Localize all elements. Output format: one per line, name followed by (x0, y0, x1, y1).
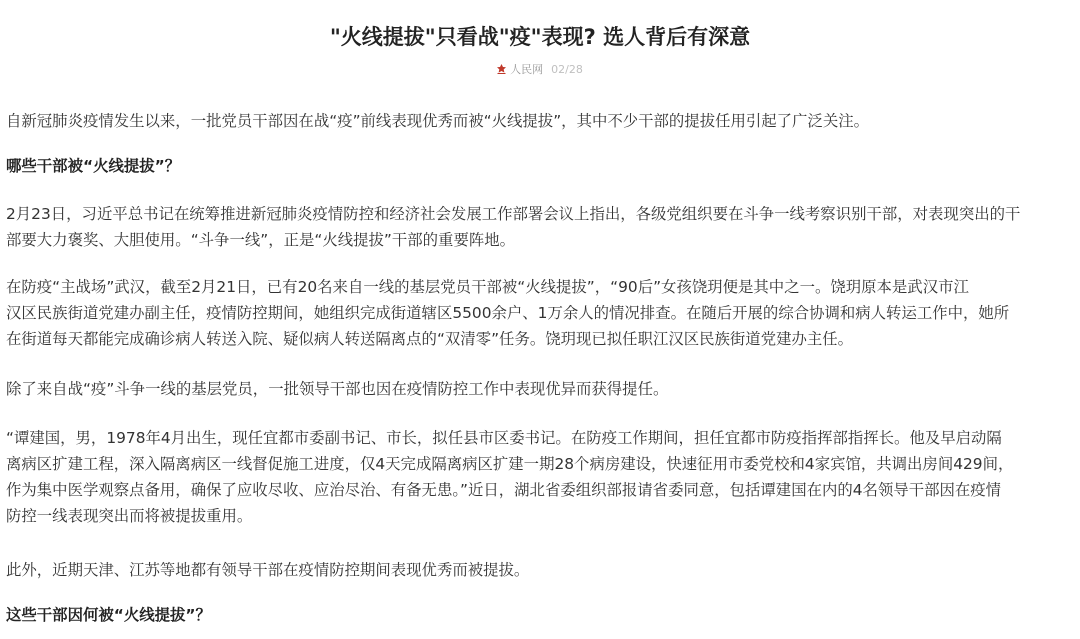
paragraph-line: 部要大力褒奖、大胆使用。“斗争一线”，正是“火线提拔”干部的重要阵地。 (6, 231, 516, 249)
paragraph-1 (6, 201, 1076, 253)
paragraph-line: 2月23日，习近平总书记在统筹推进新冠肺炎疫情防控和经济社会发展工作部署会议上指出，各级党组织要在斗争一线考察识别干部，对表现突出的干 (6, 205, 1021, 223)
paragraph-line: 防控一线表现突出而将被提拔重用。 (6, 507, 253, 525)
section-heading-1: 哪些干部被“火线提拔”？ (6, 157, 181, 175)
article-meta (0, 62, 1080, 78)
paragraph-line: 在街道每天都能完成确诊病人转送入院、疑似病人转送隔离点的“双清零”任务。饶玥现已拟任职江汉区民族街道党建办主任。 (6, 330, 854, 348)
people-daily-logo-icon (497, 64, 506, 74)
paragraph-4 (6, 425, 1076, 529)
paragraph-2 (6, 274, 1076, 352)
section-heading-2: 这些干部因何被“火线提拔”？ (6, 606, 211, 624)
paragraph-line: 汉区民族街道党建办副主任，疫情防控期间，她组织完成街道辖区5500余户、1万余人的情况排查。在随后开展的综合协调和病人转运工作中，她所 (6, 304, 1010, 322)
intro-paragraph: 自新冠肺炎疫情发生以来，一批党员干部因在战“疫”前线表现优秀而被“火线提拔”，其中不少干部的提拔任用引起了广泛关注。 (6, 112, 869, 130)
paragraph-line: 在防疫“主战场”武汉，截至2月21日，已有20名来自一线的基层党员干部被“火线提拔”，“90后”女孩饶玥便是其中之一。饶玥原本是武汉市江 (6, 278, 969, 296)
article-date: 02/28 (551, 63, 583, 76)
paragraph-line: 离病区扩建工程，深入隔离病区一线督促施工进度，仅4天完成隔离病区扩建一期28个病房建设，快速征用市委党校和4家宾馆，共调出房间429间， (6, 455, 1014, 473)
paragraph-line: 作为集中医学观察点备用，确保了应收尽收、应治尽治、有备无患。”近日，湖北省委组织部报请省委同意，包括谭建国在内的4名领导干部因在疫情 (6, 481, 1002, 499)
paragraph-3: 除了来自战“疫”斗争一线的基层党员，一批领导干部也因在疫情防控工作中表现优异而获得提任。 (6, 380, 669, 398)
paragraph-line: “谭建国，男，1978年4月出生，现任宜都市委副书记、市长，拟任县市区委书记。在防疫工作期间，担任宜都市防疫指挥部指挥长。他及早启动隔 (6, 429, 1002, 447)
article-title: "火线提拔"只看战"疫"表现? 选人背后有深意 (329, 25, 751, 49)
paragraph-5: 此外，近期天津、江苏等地都有领导干部在疫情防控期间表现优秀而被提拔。 (6, 561, 530, 579)
article-source[interactable]: 人民网 (510, 63, 544, 76)
